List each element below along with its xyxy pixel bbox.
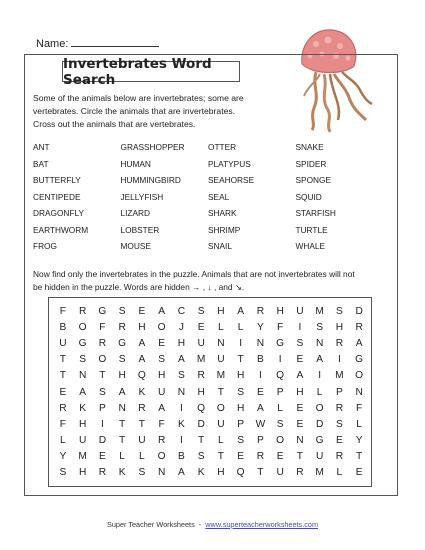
grid-letter[interactable]: F: [59, 418, 66, 430]
grid-letter[interactable]: S: [118, 354, 126, 366]
grid-letter[interactable]: G: [315, 434, 324, 446]
grid-letter[interactable]: H: [197, 386, 205, 398]
grid-letter[interactable]: U: [296, 306, 304, 317]
animal-word[interactable]: BAT: [33, 158, 49, 169]
grid-letter[interactable]: Q: [276, 370, 285, 382]
grid-letter[interactable]: K: [197, 467, 205, 478]
grid-letter[interactable]: T: [217, 386, 224, 398]
grid-letter[interactable]: U: [138, 434, 146, 446]
grid-row: [53, 322, 369, 333]
animal-word[interactable]: SQUID: [295, 191, 322, 202]
grid-letter[interactable]: G: [276, 338, 285, 350]
grid-letter[interactable]: H: [335, 322, 344, 334]
footer-separator: -: [198, 520, 202, 529]
grid-letter[interactable]: U: [217, 354, 225, 366]
grid-letter[interactable]: A: [177, 467, 185, 478]
animal-list: [33, 142, 383, 258]
grid-letter[interactable]: A: [158, 402, 166, 414]
grid-letter[interactable]: Y: [256, 322, 264, 334]
grid-letter[interactable]: U: [78, 434, 87, 446]
grid-letter[interactable]: E: [98, 450, 106, 462]
grid-letter[interactable]: G: [118, 338, 127, 350]
grid-letter[interactable]: M: [78, 450, 87, 462]
grid-letter[interactable]: N: [157, 467, 166, 478]
grid-letter[interactable]: B: [256, 354, 264, 366]
grid-row: [53, 387, 369, 398]
grid-letter[interactable]: H: [217, 306, 225, 317]
grid-letter[interactable]: L: [356, 418, 362, 430]
grid-letter[interactable]: U: [315, 450, 324, 462]
grid-letter[interactable]: I: [318, 370, 322, 382]
grid-letter[interactable]: H: [276, 306, 284, 317]
grid-letter[interactable]: A: [256, 402, 264, 414]
grid-row: [53, 435, 369, 446]
grid-letter[interactable]: E: [296, 402, 304, 414]
grid-letter[interactable]: O: [216, 402, 225, 414]
grid-letter[interactable]: T: [356, 450, 363, 462]
grid-letter[interactable]: W: [255, 418, 266, 430]
grid-letter[interactable]: R: [256, 450, 265, 462]
grid-letter[interactable]: T: [217, 450, 224, 462]
grid-letter[interactable]: O: [276, 434, 285, 446]
grid-letter[interactable]: D: [98, 434, 107, 446]
grid-letter[interactable]: R: [118, 322, 126, 334]
grid-letter[interactable]: T: [257, 467, 264, 478]
grid-letter[interactable]: L: [336, 467, 343, 478]
grid-letter[interactable]: E: [296, 354, 304, 366]
grid-letter[interactable]: A: [177, 354, 185, 366]
grid-letter[interactable]: E: [335, 434, 343, 446]
grid-letter[interactable]: F: [158, 418, 165, 430]
grid-letter[interactable]: H: [118, 370, 126, 382]
grid-letter[interactable]: R: [335, 450, 344, 462]
grid-letter[interactable]: A: [118, 386, 126, 398]
grid-letter[interactable]: L: [139, 450, 145, 462]
grid-letter[interactable]: L: [119, 450, 125, 462]
animal-word[interactable]: LIZARD: [120, 208, 151, 218]
grid-letter[interactable]: B: [177, 450, 185, 462]
grid-letter[interactable]: F: [356, 402, 363, 414]
grid-letter[interactable]: E: [59, 386, 67, 398]
grid-letter[interactable]: E: [276, 450, 284, 462]
grid-letter[interactable]: F: [59, 306, 66, 317]
footer-source: Super Teacher Worksheets: [106, 520, 195, 529]
grid-letter[interactable]: U: [197, 338, 205, 350]
animal-word[interactable]: SPIDER: [295, 158, 327, 169]
grid-letter[interactable]: M: [196, 354, 206, 366]
grid-row: [53, 354, 369, 365]
grid-letter[interactable]: T: [119, 418, 126, 430]
grid-letter[interactable]: H: [78, 418, 87, 430]
grid-row: [53, 451, 369, 462]
grid-letter[interactable]: A: [79, 386, 87, 398]
animal-row: [33, 159, 383, 176]
grid-letter[interactable]: Y: [355, 434, 363, 446]
grid-letter[interactable]: R: [59, 402, 67, 414]
grid-row: [53, 306, 369, 317]
grid-letter[interactable]: N: [78, 370, 87, 382]
grid-letter[interactable]: S: [335, 418, 343, 430]
animal-word[interactable]: LOBSTER: [120, 224, 160, 235]
name-label: Name:: [36, 38, 69, 50]
animal-word[interactable]: BUTTERFLY: [33, 175, 81, 185]
grid-letter[interactable]: I: [100, 418, 104, 430]
grid-letter[interactable]: S: [197, 306, 205, 317]
worksheet-title: Invertebrates Word Search: [62, 61, 240, 82]
animal-row: [33, 175, 383, 192]
grid-letter[interactable]: P: [256, 434, 264, 446]
grid-row: [53, 338, 369, 349]
grid-letter[interactable]: H: [217, 467, 225, 478]
grid-row: [53, 370, 369, 381]
grid-letter[interactable]: O: [78, 322, 87, 334]
animal-word[interactable]: TURTLE: [295, 224, 328, 235]
grid-letter[interactable]: S: [177, 370, 185, 382]
grid-letter[interactable]: E: [237, 450, 245, 462]
grid-letter[interactable]: G: [98, 306, 107, 317]
animal-word[interactable]: SEAHORSE: [208, 175, 255, 185]
grid-letter[interactable]: I: [298, 322, 302, 334]
grid-letter[interactable]: F: [99, 322, 106, 334]
grid-letter[interactable]: P: [237, 418, 245, 430]
grid-letter[interactable]: U: [157, 386, 166, 398]
grid-letter[interactable]: B: [59, 322, 67, 334]
grid-letter[interactable]: S: [237, 434, 245, 446]
grid-letter[interactable]: U: [217, 418, 225, 430]
animal-word[interactable]: WHALE: [295, 241, 326, 251]
grid-letter[interactable]: E: [158, 338, 166, 350]
grid-letter[interactable]: S: [59, 467, 67, 478]
grid-letter[interactable]: E: [197, 322, 205, 334]
animal-row: [33, 192, 383, 209]
grid-letter[interactable]: E: [256, 386, 264, 398]
footer: [0, 520, 425, 529]
animal-word[interactable]: CENTIPEDE: [33, 191, 81, 202]
grid-letter[interactable]: R: [98, 467, 107, 478]
animal-word[interactable]: DRAGONFLY: [33, 208, 85, 218]
grid-letter[interactable]: E: [296, 418, 304, 430]
grid-letter[interactable]: K: [177, 418, 185, 430]
grid-letter[interactable]: R: [98, 338, 107, 350]
grid-letter[interactable]: R: [335, 338, 344, 350]
grid-letter[interactable]: N: [118, 402, 126, 414]
grid-letter[interactable]: K: [138, 386, 146, 398]
name-line: [36, 36, 159, 50]
intro-line: Some of the animals below are invertebrates; some are: [33, 93, 244, 103]
grid-letter[interactable]: G: [78, 338, 87, 350]
grid-letter[interactable]: M: [315, 467, 324, 478]
animal-word[interactable]: JELLYFISH: [120, 191, 164, 202]
grid-letter[interactable]: H: [157, 370, 166, 382]
grid-letter[interactable]: S: [118, 306, 126, 317]
grid-letter[interactable]: I: [239, 338, 243, 350]
grid-letter[interactable]: O: [315, 402, 324, 414]
grid-letter[interactable]: H: [78, 467, 87, 478]
grid-letter[interactable]: P: [335, 386, 343, 398]
grid-letter[interactable]: H: [177, 338, 186, 350]
grid-letter[interactable]: A: [138, 354, 146, 366]
grid-letter[interactable]: T: [59, 370, 66, 382]
animal-word[interactable]: SNAKE: [295, 142, 324, 152]
instruction-line: be hidden in the puzzle. Words are hidden → , ↓ , and ↘.: [33, 281, 245, 292]
grid-letter[interactable]: H: [296, 386, 304, 398]
grid-letter[interactable]: R: [197, 370, 205, 382]
grid-letter[interactable]: D: [197, 418, 205, 430]
animal-row: [33, 208, 383, 225]
animal-row: [33, 225, 383, 242]
animal-row: [33, 241, 383, 258]
grid-letter[interactable]: N: [315, 338, 324, 350]
footer-link[interactable]: www.superteacherworksheets.com: [205, 520, 319, 529]
grid-letter[interactable]: P: [98, 402, 106, 414]
grid-letter[interactable]: Q: [236, 467, 245, 478]
grid-letter[interactable]: L: [237, 322, 244, 334]
grid-letter[interactable]: U: [59, 338, 67, 350]
intro-line: Cross out the animals that are vertebrates.: [33, 119, 196, 130]
grid-letter[interactable]: R: [157, 434, 166, 446]
grid-letter[interactable]: Y: [59, 450, 67, 462]
grid-letter[interactable]: T: [296, 450, 303, 462]
grid-letter[interactable]: E: [138, 306, 146, 317]
animal-word[interactable]: SEAL: [208, 191, 230, 202]
grid-letter[interactable]: K: [79, 402, 87, 414]
grid-letter[interactable]: T: [198, 434, 205, 446]
grid-letter[interactable]: O: [98, 354, 107, 366]
animal-word[interactable]: GRASSHOPPER: [120, 142, 185, 152]
grid-letter[interactable]: I: [278, 354, 282, 366]
grid-letter[interactable]: A: [138, 338, 146, 350]
animal-word[interactable]: OTTER: [208, 142, 237, 152]
animal-word[interactable]: SHRIMP: [208, 224, 241, 235]
grid-letter[interactable]: S: [276, 418, 284, 430]
grid-letter[interactable]: Q: [197, 402, 206, 414]
grid-letter[interactable]: R: [138, 402, 146, 414]
animal-word[interactable]: PLATYPUS: [208, 158, 251, 169]
grid-letter[interactable]: R: [78, 306, 87, 317]
grid-letter[interactable]: N: [355, 386, 363, 398]
grid-letter[interactable]: O: [157, 450, 166, 462]
grid-letter[interactable]: T: [138, 418, 145, 430]
animal-word[interactable]: EARTHWORM: [33, 224, 89, 235]
grid-letter[interactable]: D: [315, 418, 324, 430]
animal-word[interactable]: ANT: [33, 142, 50, 152]
animal-word[interactable]: STARFISH: [295, 208, 336, 218]
grid-letter[interactable]: S: [335, 306, 343, 317]
animal-word[interactable]: MOUSE: [120, 241, 151, 251]
grid-letter[interactable]: S: [79, 354, 87, 366]
grid-letter[interactable]: S: [316, 322, 324, 334]
grid-letter[interactable]: R: [256, 306, 265, 317]
grid-letter[interactable]: I: [179, 402, 183, 414]
grid-letter[interactable]: G: [355, 354, 364, 366]
grid-row: [53, 419, 369, 430]
grid-letter[interactable]: N: [217, 338, 225, 350]
grid-letter[interactable]: C: [177, 306, 186, 317]
grid-letter[interactable]: S: [237, 386, 245, 398]
grid-letter[interactable]: I: [179, 434, 183, 446]
grid-letter[interactable]: Q: [137, 370, 146, 382]
grid-letter[interactable]: O: [157, 322, 166, 334]
grid-letter[interactable]: M: [315, 306, 324, 317]
grid-letter[interactable]: H: [138, 322, 146, 334]
grid-letter[interactable]: I: [258, 370, 262, 382]
animal-word[interactable]: HUMAN: [120, 158, 151, 169]
grid-letter[interactable]: A: [355, 338, 363, 350]
grid-letter[interactable]: I: [337, 354, 341, 366]
grid-letter[interactable]: A: [296, 370, 304, 382]
animal-word[interactable]: FROG: [33, 241, 57, 251]
grid-letter[interactable]: R: [355, 322, 363, 334]
grid-letter[interactable]: N: [177, 386, 186, 398]
instruction-line: Now find only the invertebrates in the puzzle. Animals that are not invertebrates will not: [33, 269, 355, 279]
grid-letter[interactable]: F: [277, 322, 284, 334]
grid-letter[interactable]: T: [119, 434, 126, 446]
grid-letter[interactable]: L: [60, 434, 66, 446]
grid-letter[interactable]: L: [277, 402, 283, 414]
grid-letter[interactable]: T: [59, 354, 66, 366]
grid-letter[interactable]: H: [236, 402, 245, 414]
grid-letter[interactable]: N: [296, 434, 304, 446]
grid-letter[interactable]: A: [316, 354, 324, 366]
animal-word[interactable]: HUMMINGBIRD: [120, 175, 181, 185]
grid-letter[interactable]: S: [158, 354, 166, 366]
grid-letter[interactable]: T: [99, 370, 106, 382]
grid-letter[interactable]: L: [218, 434, 224, 446]
grid-letter[interactable]: H: [236, 370, 245, 382]
grid-letter[interactable]: R: [296, 467, 304, 478]
grid-letter[interactable]: R: [335, 402, 344, 414]
grid-letter[interactable]: T: [237, 354, 244, 366]
grid-letter[interactable]: L: [316, 386, 323, 398]
grid-letter[interactable]: E: [355, 467, 363, 478]
intro-line: vertebrates. Circle the animals that are invertebrates.: [33, 106, 236, 117]
grid-letter[interactable]: S: [98, 386, 106, 398]
grid-letter[interactable]: P: [276, 386, 284, 398]
animal-word[interactable]: SPONGE: [295, 175, 332, 185]
grid-letter[interactable]: N: [256, 338, 265, 350]
animal-word[interactable]: SNAIL: [208, 241, 232, 251]
grid-letter[interactable]: A: [158, 306, 166, 317]
puzzle-instructions: [33, 268, 393, 293]
grid-row: [53, 403, 369, 414]
grid-letter[interactable]: D: [355, 306, 363, 317]
name-blank[interactable]: [71, 36, 159, 47]
grid-letter[interactable]: S: [138, 467, 146, 478]
grid-letter[interactable]: J: [178, 322, 184, 334]
animal-word[interactable]: SHARK: [208, 208, 237, 218]
grid-letter[interactable]: A: [237, 306, 245, 317]
grid-letter[interactable]: K: [118, 467, 126, 478]
grid-letter[interactable]: S: [197, 450, 205, 462]
grid-letter[interactable]: M: [335, 370, 344, 382]
grid-letter[interactable]: O: [355, 370, 364, 382]
grid-letter[interactable]: U: [276, 467, 284, 478]
intro-text: [33, 92, 293, 132]
animal-row: [33, 142, 383, 159]
word-search-grid: [48, 297, 372, 487]
grid-row: [53, 467, 369, 478]
grid-letter[interactable]: L: [218, 322, 224, 334]
grid-letter[interactable]: S: [296, 338, 304, 350]
grid-letter[interactable]: M: [216, 370, 226, 382]
